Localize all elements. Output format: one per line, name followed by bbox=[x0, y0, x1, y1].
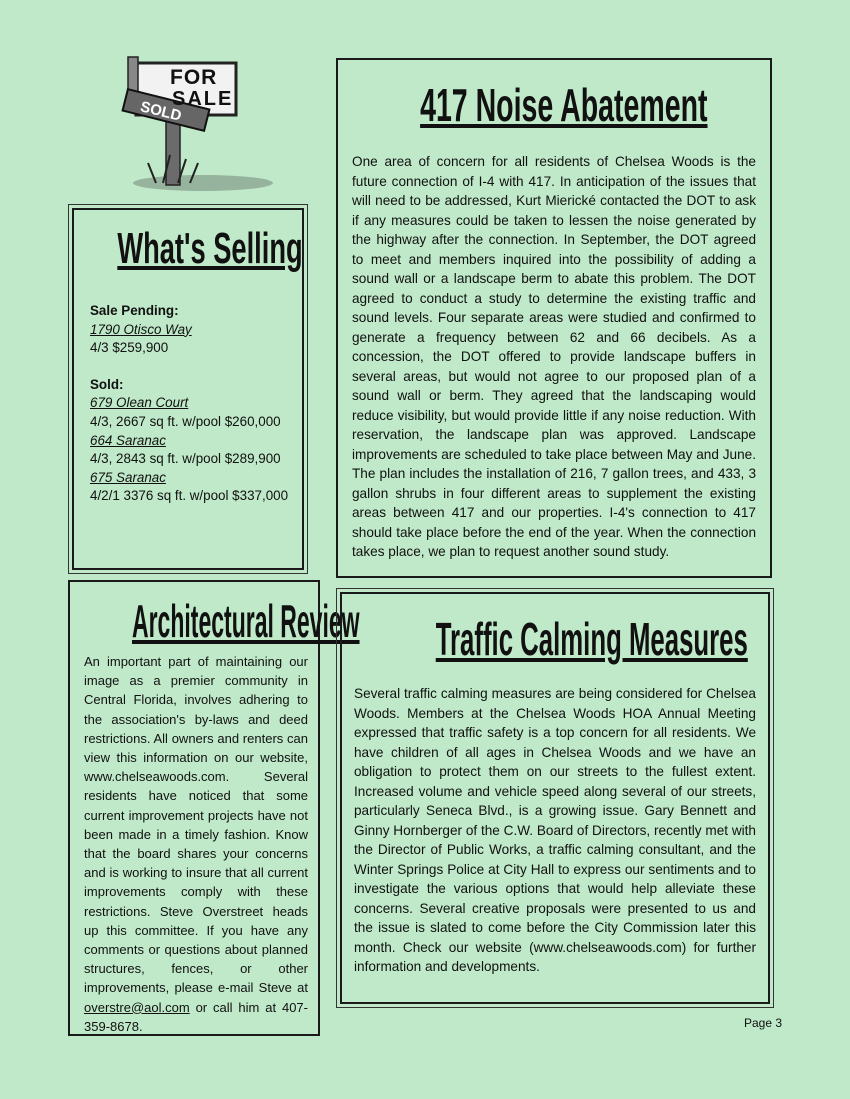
sold-details: 4/3, 2843 sq ft. w/pool $289,900 bbox=[90, 451, 281, 467]
sale-pending-heading: Sale Pending: bbox=[90, 303, 179, 318]
sign-for-text: FOR bbox=[170, 66, 218, 89]
architectural-review-title: Architectural Review bbox=[132, 595, 360, 647]
sold-address: 675 Saranac bbox=[90, 469, 166, 485]
architectural-review-text-end: or call him at 407-359-8678. bbox=[84, 999, 308, 1034]
architectural-review-box bbox=[68, 580, 360, 1036]
sold-heading: Sold: bbox=[90, 376, 124, 392]
sold-address: 664 Saranac bbox=[90, 432, 166, 448]
whats-selling-title: What's Selling bbox=[117, 224, 303, 273]
traffic-calming-title: Traffic Calming Measures bbox=[435, 613, 748, 665]
sold-details: 4/2/1 3376 sq ft. w/pool $337,000 bbox=[90, 488, 289, 504]
noise-abatement-box bbox=[336, 58, 772, 578]
sold-details: 4/3, 2667 sq ft. w/pool $260,000 bbox=[90, 413, 281, 429]
email-link[interactable]: overstre@aol.com bbox=[84, 999, 190, 1015]
architectural-review-body bbox=[84, 652, 308, 1036]
pending-details: 4/3 $259,900 bbox=[90, 340, 169, 356]
architectural-review-text: An important part of maintaining our image as a premier community in Central Florida, involves adhering to the association's by-laws and deed restrictions. All owners and renters can view this information on our website, www.chelseawoods.com. Several residents have noticed that some current improvement projects have not been made in a timely fashion. Know that the board shares your concerns and is working to insure that all current improvements comply with these restrictions. Steve Overstreet heads up this committee. If you have any comments or questions about planned structures, fences, or other improvements, please e-mail Steve at bbox=[84, 654, 308, 996]
sign-sale-text: SALE bbox=[172, 88, 234, 110]
sign-sold-text: SOLD bbox=[138, 98, 184, 125]
whats-selling-list bbox=[90, 302, 296, 506]
page-number: Page 3 bbox=[744, 1016, 783, 1030]
traffic-calming-body: Several traffic calming measures are being considered for Chelsea Woods. Members at the Chelsea Woods HOA Annual Meeting expressed that traffic safety is a top concern for all residents. We have children of all ages in Chelsea Woods and we have an obligation to protect them on our streets to the fullest extent. Increased volume and vehicle speed along several of our streets, particularly Seneca Blvd., is a growing issue. Gary Bennett and Ginny Hornberger of the C.W. Board of Directors, recently met with the Director of Public Works, a traffic calming consultant, and the Winter Springs Police at City Hall to express our sentiments and to investigate the various options that would help alleviate these concerns. Several creative proposals were presented to us and the issue is slated to come before the City Commission later this month. Check our website (www.chelseawoods.com) for further information and developments. bbox=[354, 686, 756, 974]
whats-selling-box bbox=[72, 208, 304, 570]
sold-address: 679 Olean Court bbox=[90, 395, 189, 411]
for-sale-sign-illustration bbox=[108, 55, 288, 195]
noise-abatement-body: One area of concern for all residents of Chelsea Woods is the future connection of I-4 with 417. In anticipation of the issues that will need to be addressed, Kurt Mierické contacted the DOT to ask if any measures could be taken to lessen the noise generated by the highway after the connection. In September, the DOT agreed to meet and members inquired into the possibility of adding a sound wall or a landscape berm to abate this problem. The DOT agreed to conduct a study to determine the existing traffic and sound levels. Four separate areas were studied and confirmed to generate a frequency between 62 and 66 decibels. As a concession, the DOT offered to provide landscape buffers in several areas, but would not agree to our proposed plan of a sound wall or berm. They agreed that the landscaping would reduce visibility, but would provide little if any noise reduction. With reservation, the landscape plan was approved. Landscape improvements are scheduled to take place between May and June. The plan includes the installation of 216, 7 gallon trees, and 433, 3 gallon shrubs in four different areas to supplement the existing areas between 417 and our properties. I-4's connection to 417 should take place before the end of the year. When the connection takes place, we plan to request another sound study. bbox=[352, 154, 756, 559]
pending-address: 1790 Otisco Way bbox=[90, 321, 192, 337]
traffic-calming-box bbox=[340, 592, 770, 1004]
noise-abatement-title: 417 Noise Abatement bbox=[420, 79, 708, 131]
